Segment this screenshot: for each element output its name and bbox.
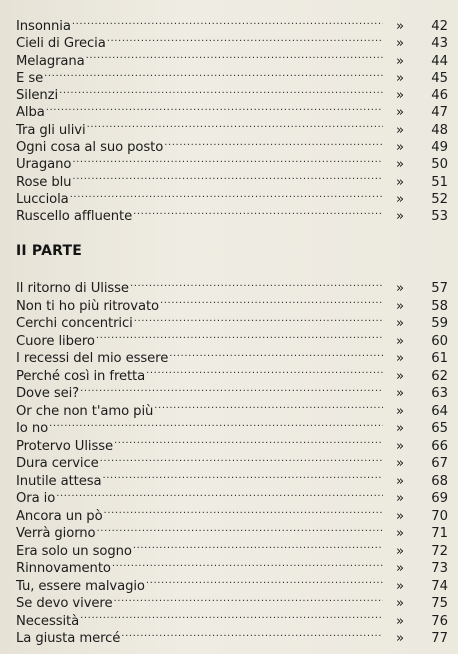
toc-entry-separator: » xyxy=(395,561,405,576)
toc-entry-page-number: 69 xyxy=(431,491,448,506)
toc-entry-title: Protervo Ulisse xyxy=(16,438,114,454)
dot-leader xyxy=(72,169,383,186)
toc-entry-title: Insonnia xyxy=(16,19,71,34)
toc-entry-separator: » xyxy=(395,70,405,86)
toc-entry-separator: » xyxy=(395,122,405,138)
toc-section-part-1 xyxy=(16,13,448,225)
toc-entry-page-number: 73 xyxy=(431,561,448,576)
dot-leader xyxy=(46,99,383,116)
toc-entry-page-number: 60 xyxy=(431,333,448,349)
toc-entry-page-number: 63 xyxy=(431,386,448,401)
dot-leader xyxy=(56,485,383,502)
toc-entry-page-number: 72 xyxy=(431,543,448,559)
toc-entry-title: E se xyxy=(16,70,44,86)
toc-entry-title: Tra gli ulivi xyxy=(16,122,86,138)
toc-entry xyxy=(16,82,448,104)
toc-entry-separator: » xyxy=(395,140,405,156)
toc-entry-page-number: 45 xyxy=(431,70,448,86)
dot-leader xyxy=(49,415,383,432)
toc-entry-page-number: 52 xyxy=(431,191,448,207)
dot-leader xyxy=(107,30,383,47)
toc-entry-title: Melagrana xyxy=(16,53,85,69)
toc-entry-page-number: 67 xyxy=(431,456,448,471)
toc-entry xyxy=(16,398,448,419)
toc-entry-page-number: 74 xyxy=(431,578,448,594)
toc-entry-page-number: 76 xyxy=(431,613,448,629)
dot-leader xyxy=(164,134,383,151)
dot-leader xyxy=(97,520,383,537)
toc-entry-title: Rinnovamento xyxy=(16,561,111,576)
toc-entry-page-number: 47 xyxy=(431,105,448,121)
toc-entry xyxy=(16,608,448,629)
toc-entry-title: Cieli di Grecia xyxy=(16,36,106,52)
toc-entry-title: Verrà giorno xyxy=(16,526,96,541)
toc-entry-page-number: 44 xyxy=(431,53,448,69)
toc-entry-title: Dura cervice xyxy=(16,456,99,471)
toc-entry-title: Ora io xyxy=(16,491,56,506)
dot-leader xyxy=(44,65,383,82)
toc-entry-page-number: 46 xyxy=(431,88,448,104)
toc-entry-separator: » xyxy=(395,19,405,34)
toc-entry-separator: » xyxy=(395,508,405,524)
toc-entry-separator: » xyxy=(395,105,405,121)
toc-entry-separator: » xyxy=(395,631,405,646)
toc-entry xyxy=(16,203,448,225)
toc-entry-page-number: 43 xyxy=(431,36,448,52)
toc-entry-separator: » xyxy=(395,596,405,611)
toc-entry-title: Ancora un pò xyxy=(16,508,103,524)
toc-entry-title: Necessità xyxy=(16,613,80,629)
toc-entry-title: Io no xyxy=(16,421,49,436)
toc-entry xyxy=(16,169,448,190)
toc-entry-title: Rose blu xyxy=(16,174,72,190)
toc-entry-page-number: 57 xyxy=(431,281,448,296)
dot-leader xyxy=(72,13,383,30)
toc-entry xyxy=(16,30,448,52)
toc-entry-separator: » xyxy=(395,421,405,436)
toc-entry-page-number: 50 xyxy=(431,157,448,173)
toc-entry-title: Lucciola xyxy=(16,191,69,207)
toc-entry-title: Alba xyxy=(16,105,45,121)
toc-entry-separator: » xyxy=(395,53,405,69)
toc-entry-page-number: 62 xyxy=(431,368,448,384)
toc-entry-page-number: 75 xyxy=(431,596,448,611)
dot-leader xyxy=(114,433,383,450)
toc-entry-separator: » xyxy=(395,36,405,52)
dot-leader xyxy=(80,380,383,397)
toc-section-part-2 xyxy=(16,275,448,646)
toc-entry-page-number: 61 xyxy=(431,351,448,366)
toc-entry-separator: » xyxy=(395,88,405,104)
toc-entry-separator: » xyxy=(395,157,405,173)
toc-entry-separator: » xyxy=(395,526,405,541)
toc-entry-separator: » xyxy=(395,316,405,331)
toc-entry-separator: » xyxy=(395,473,405,489)
toc-entry xyxy=(16,415,448,436)
toc-entry-title: Silenzi xyxy=(16,88,59,104)
toc-entry-separator: » xyxy=(395,174,405,190)
toc-entry-title: Se devo vivere xyxy=(16,596,113,611)
toc-entry-title: Uragano xyxy=(16,157,72,173)
toc-entry-title: Inutile attesa xyxy=(16,473,102,489)
toc-entry-title: Cuore libero xyxy=(16,333,95,349)
toc-entry-page-number: 48 xyxy=(431,122,448,138)
dot-leader xyxy=(100,450,383,467)
toc-entry-page-number: 66 xyxy=(431,438,448,454)
toc-entry-page-number: 65 xyxy=(431,421,448,436)
dot-leader xyxy=(130,275,383,292)
dot-leader xyxy=(169,345,383,362)
dot-leader xyxy=(160,293,383,310)
toc-entry xyxy=(16,99,448,121)
toc-entry-page-number: 77 xyxy=(431,631,448,646)
toc-entry-separator: » xyxy=(395,368,405,384)
toc-entry xyxy=(16,65,448,86)
dot-leader xyxy=(104,503,383,520)
toc-entry xyxy=(16,151,448,173)
dot-leader xyxy=(146,363,383,380)
toc-entry xyxy=(16,433,448,454)
toc-entry-title: Non ti ho più ritrovato xyxy=(16,298,159,314)
toc-entry-page-number: 49 xyxy=(431,140,448,156)
dot-leader xyxy=(112,555,383,572)
toc-entry-title: Era solo un sogno xyxy=(16,543,132,559)
section-heading-part-2: II PARTE xyxy=(16,243,82,259)
toc-entry-separator: » xyxy=(395,281,405,296)
dot-leader xyxy=(87,117,383,134)
toc-entry-separator: » xyxy=(395,298,405,314)
toc-entry-separator: » xyxy=(395,351,405,366)
dot-leader xyxy=(146,573,383,590)
toc-entry-title: Tu, essere malvagio xyxy=(16,578,145,594)
toc-entry-separator: » xyxy=(395,456,405,471)
toc-entry xyxy=(16,485,448,506)
toc-entry-title: Ruscello affluente xyxy=(16,209,133,225)
toc-entry xyxy=(16,275,448,296)
toc-entry xyxy=(16,117,448,138)
dot-leader xyxy=(133,538,383,555)
toc-entry-page-number: 53 xyxy=(431,209,448,225)
toc-entry xyxy=(16,625,448,646)
toc-entry-separator: » xyxy=(395,209,405,225)
toc-entry-title: I recessi del mio essere xyxy=(16,351,169,366)
dot-leader xyxy=(121,625,383,642)
toc-entry xyxy=(16,186,448,207)
dot-leader xyxy=(134,310,383,327)
toc-entry-page-number: 64 xyxy=(431,403,448,419)
toc-entry-separator: » xyxy=(395,543,405,559)
toc-entry-page-number: 68 xyxy=(431,473,448,489)
toc-entry-title: Or che non t'amo più xyxy=(16,403,154,419)
toc-entry-separator: » xyxy=(395,386,405,401)
toc-entry-page-number: 71 xyxy=(431,526,448,541)
toc-entry-title: Cerchi concentrici xyxy=(16,316,133,331)
toc-entry xyxy=(16,380,448,401)
toc-entry-separator: » xyxy=(395,578,405,594)
toc-entry xyxy=(16,13,448,34)
dot-leader xyxy=(154,398,383,415)
dot-leader xyxy=(86,48,383,65)
toc-entry-title: Ogni cosa al suo posto xyxy=(16,140,164,156)
toc-entry xyxy=(16,503,448,524)
toc-entry-title: Il ritorno di Ulisse xyxy=(16,281,129,296)
toc-entry-title: Dove sei? xyxy=(16,386,80,401)
toc-entry-title: La giusta mercé xyxy=(16,631,121,646)
dot-leader xyxy=(103,468,384,485)
toc-entry-page-number: 42 xyxy=(431,19,448,34)
toc-entry-separator: » xyxy=(395,403,405,419)
toc-entry-title: Perché così in fretta xyxy=(16,368,146,384)
dot-leader xyxy=(72,151,383,168)
toc-entry-page-number: 70 xyxy=(431,508,448,524)
toc-entry-page-number: 59 xyxy=(431,316,448,331)
toc-entry-page-number: 58 xyxy=(431,298,448,314)
dot-leader xyxy=(113,590,383,607)
toc-entry-separator: » xyxy=(395,613,405,629)
toc-entry-separator: » xyxy=(395,438,405,454)
toc-entry-page-number: 51 xyxy=(431,174,448,190)
toc-entry-separator: » xyxy=(395,191,405,207)
dot-leader xyxy=(59,82,383,99)
dot-leader xyxy=(70,186,383,203)
dot-leader xyxy=(80,608,383,625)
toc-entry-separator: » xyxy=(395,333,405,349)
dot-leader xyxy=(133,203,383,220)
dot-leader xyxy=(96,328,383,345)
toc-entry-separator: » xyxy=(395,491,405,506)
